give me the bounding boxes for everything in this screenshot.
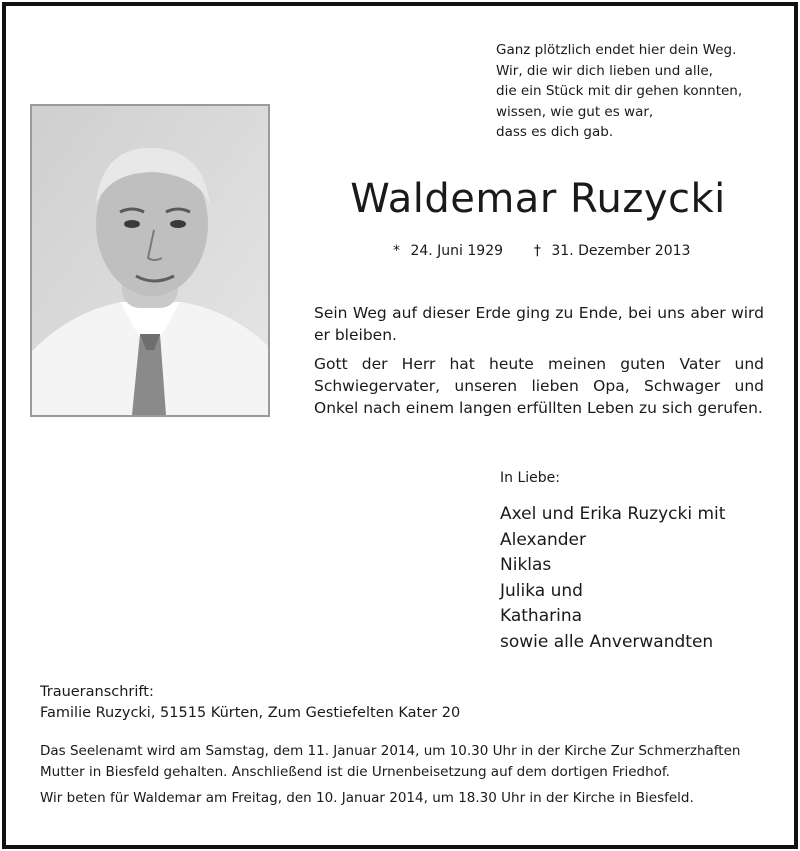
life-dates [393,243,690,259]
service-info [40,741,765,815]
poem-line: wissen, wie gut es war, [496,103,654,120]
mourner-name: Katharina [500,606,583,626]
birth-date: 24. Juni 1929 [410,243,504,259]
mourners-list [500,502,725,655]
obituary-paragraph: Sein Weg auf dieser Erde ging zu Ende, bei uns aber wird er bleiben. [314,304,764,344]
poem-line: die ein Stück mit dir gehen konnten, [496,83,743,99]
mourner-name: Julika und [500,580,583,601]
obituary-paragraph: Gott der Herr hat heute meinen guten Vater und Schwiegervater, unseren lieben Opa, Schwager und Onkel nach einem langen erfüllten Leben zu sich gerufen. [314,355,764,417]
poem [496,40,786,143]
death-cross-icon: † [533,243,541,259]
mourners-intro: In Liebe: [500,470,560,486]
obituary-text [314,302,764,426]
deceased-name: Waldemar Ruzycki [350,176,726,222]
mourning-address [40,682,460,724]
service-paragraph: Das Seelenamt wird am Samstag, dem 11. Januar 2014, um 10.30 Uhr in der Kirche Zur Schmerzhaften Mutter in Biesfeld gehalten. Anschließend ist die Urnenbeisetzung auf dem dortigen Friedhof. [40,743,741,780]
death-date: 31. Dezember 2013 [551,243,691,259]
address-value: Familie Ruzycki, 51515 Kürten, Zum Gestiefelten Kater 20 [40,705,461,721]
portrait-image [32,106,268,415]
birth-star-icon: * [393,243,400,259]
mourner-name: sowie alle Anverwandten [500,631,714,652]
mourner-name: Axel und Erika Ruzycki mit [500,504,726,524]
mourner-name: Alexander [500,529,587,550]
service-paragraph: Wir beten für Waldemar am Freitag, den 10. Januar 2014, um 18.30 Uhr in der Kirche in Biesfeld. [40,790,694,806]
poem-line: Wir, die wir dich lieben und alle, [496,62,713,79]
address-label: Traueranschrift: [40,684,154,700]
mourner-name: Niklas [500,555,552,575]
poem-line: Ganz plötzlich endet hier dein Weg. [496,42,737,58]
portrait-photo [30,104,270,417]
poem-line: dass es dich gab. [496,124,614,140]
